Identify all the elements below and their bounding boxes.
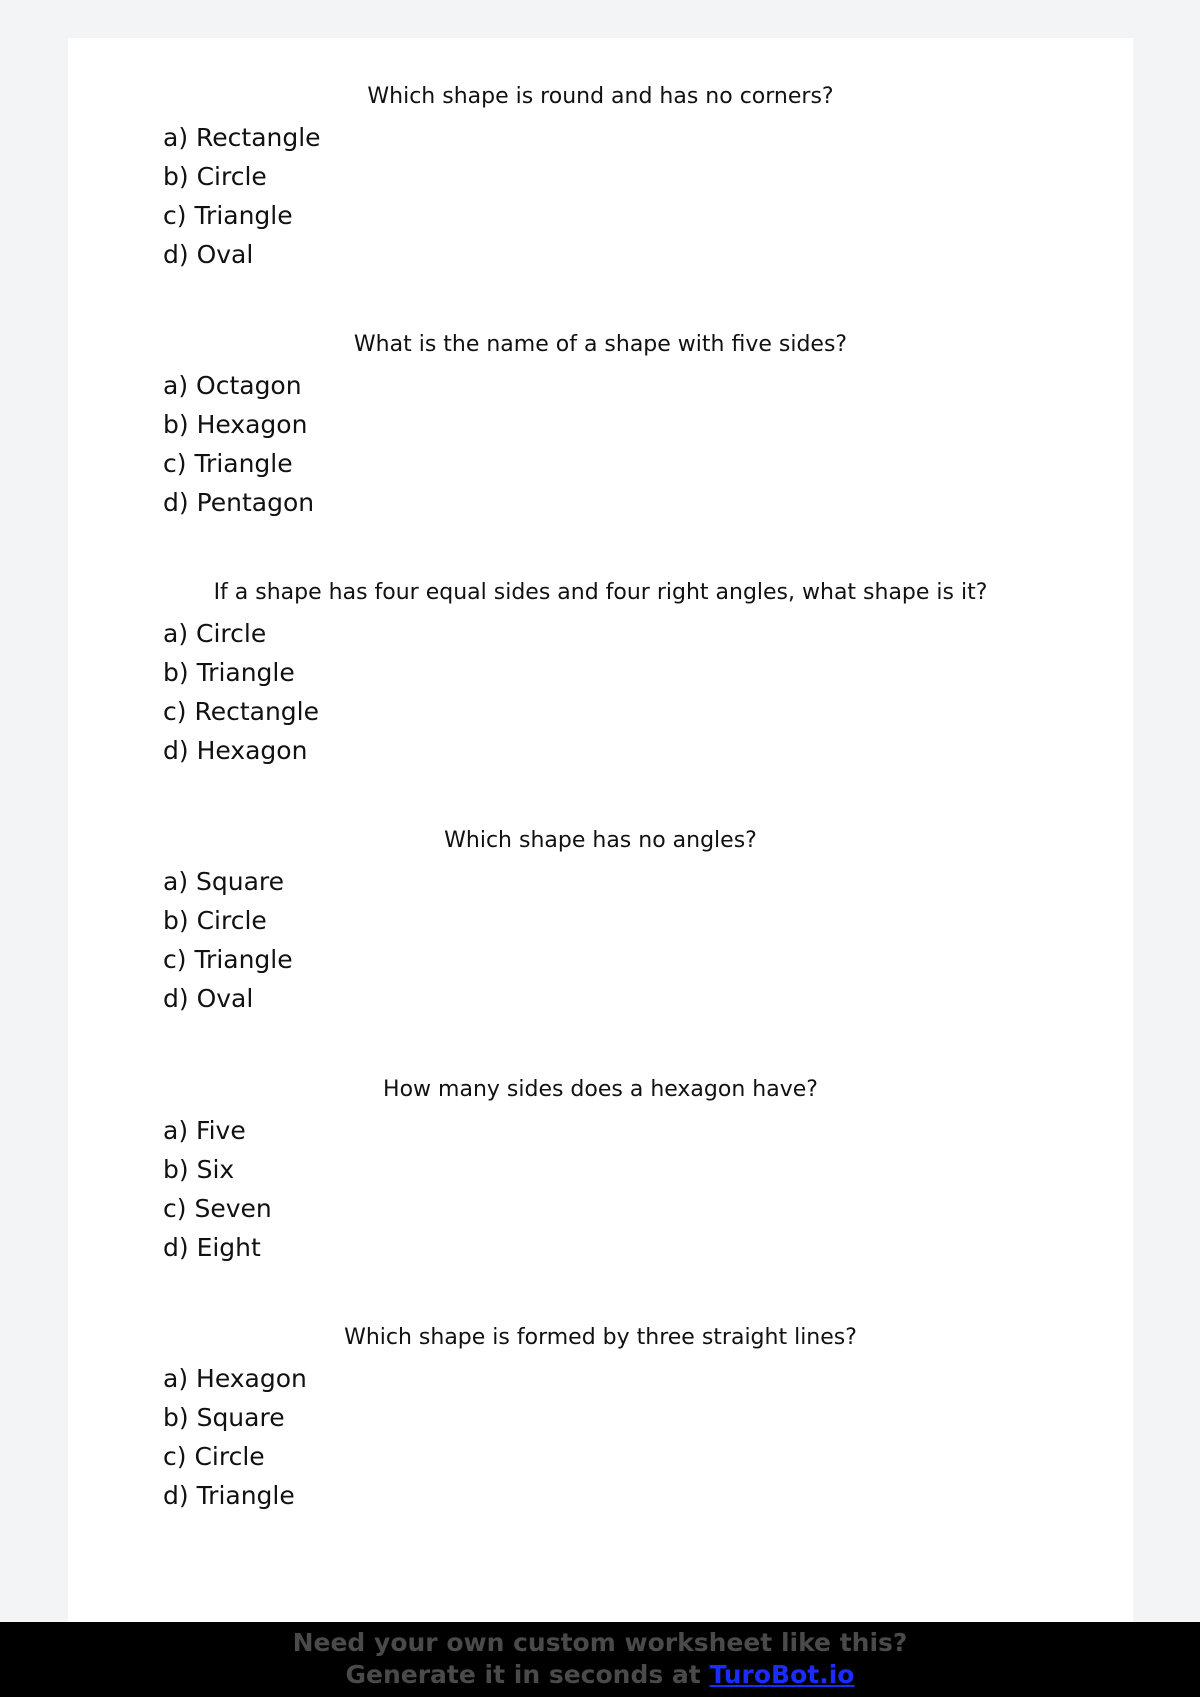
question-block bbox=[68, 1075, 1133, 1295]
option-a: a) Octagon bbox=[163, 371, 302, 400]
option-d: d) Triangle bbox=[163, 1481, 295, 1510]
question-block bbox=[68, 1323, 1133, 1543]
options-list bbox=[163, 862, 293, 1018]
options-list bbox=[163, 366, 314, 522]
option-d: d) Oval bbox=[163, 240, 254, 269]
question-text: Which shape is round and has no corners? bbox=[367, 84, 834, 109]
options-list bbox=[163, 118, 321, 274]
option-c: c) Rectangle bbox=[163, 697, 319, 726]
question-block bbox=[68, 578, 1133, 798]
turobot-link[interactable]: TuroBot.io bbox=[709, 1660, 855, 1689]
question-block bbox=[68, 330, 1133, 550]
footer-line-2 bbox=[0, 1659, 1200, 1691]
option-a: a) Circle bbox=[163, 619, 267, 648]
option-b: b) Six bbox=[163, 1155, 235, 1184]
footer-line-2-prefix: Generate it in seconds at bbox=[345, 1660, 710, 1689]
option-a: a) Square bbox=[163, 867, 285, 896]
options-list bbox=[163, 614, 319, 770]
option-b: b) Triangle bbox=[163, 658, 295, 687]
question-text: What is the name of a shape with five sides? bbox=[353, 332, 848, 357]
option-d: d) Hexagon bbox=[163, 736, 308, 765]
option-c: c) Triangle bbox=[163, 945, 293, 974]
option-c: c) Circle bbox=[163, 1442, 265, 1471]
option-c: c) Seven bbox=[163, 1194, 272, 1223]
footer-line-1: Need your own custom worksheet like this? bbox=[292, 1628, 908, 1657]
option-d: d) Oval bbox=[163, 984, 254, 1013]
question-block bbox=[68, 82, 1133, 302]
option-b: b) Circle bbox=[163, 906, 267, 935]
question-text: Which shape has no angles? bbox=[444, 828, 757, 853]
worksheet-page bbox=[68, 38, 1133, 1638]
option-b: b) Square bbox=[163, 1403, 285, 1432]
question-text: If a shape has four equal sides and four right angles, what shape is it? bbox=[213, 580, 988, 605]
option-b: b) Hexagon bbox=[163, 410, 308, 439]
option-b: b) Circle bbox=[163, 162, 267, 191]
options-list bbox=[163, 1111, 272, 1267]
option-d: d) Eight bbox=[163, 1233, 261, 1262]
option-c: c) Triangle bbox=[163, 201, 293, 230]
option-a: a) Hexagon bbox=[163, 1364, 307, 1393]
question-block bbox=[68, 826, 1133, 1046]
option-a: a) Rectangle bbox=[163, 123, 321, 152]
option-d: d) Pentagon bbox=[163, 488, 315, 517]
question-text: How many sides does a hexagon have? bbox=[383, 1077, 818, 1102]
options-list bbox=[163, 1359, 307, 1515]
option-c: c) Triangle bbox=[163, 449, 293, 478]
promo-footer-banner bbox=[0, 1622, 1200, 1697]
question-text: Which shape is formed by three straight lines? bbox=[344, 1325, 857, 1350]
option-a: a) Five bbox=[163, 1116, 246, 1145]
